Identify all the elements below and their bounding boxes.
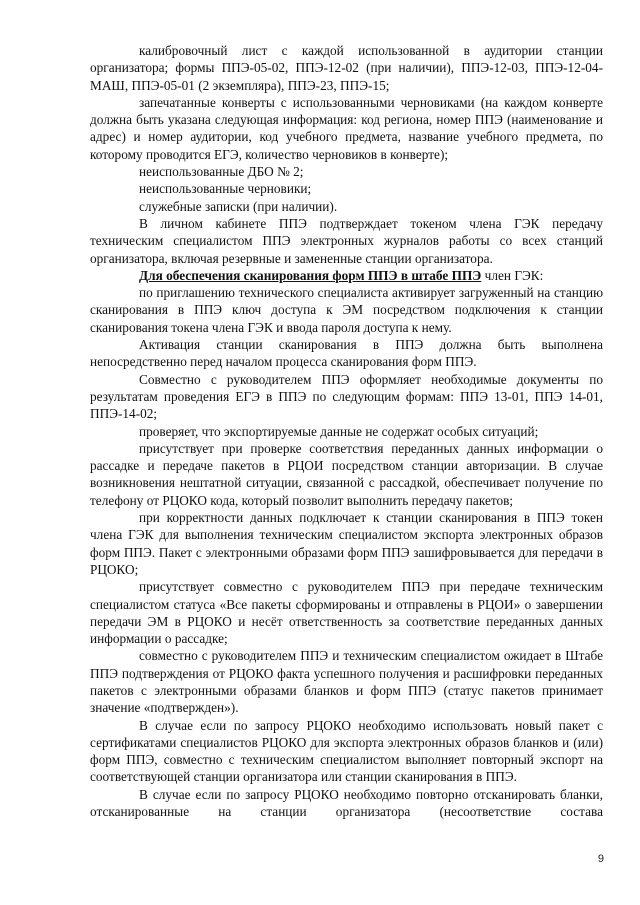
paragraph-token-export: при корректности данных подключает к станции сканирования в ППЭ токен члена ГЭК для выполнения техническим специалистом экспорта электронных образов форм ППЭ. Пакет с электронными образами форм ППЭ зашифровывается для передачи в РЦОКО; (90, 510, 603, 577)
paragraph-scanning-heading (90, 267, 603, 284)
paragraph-check-export: проверяет, что экспортируемые данные не содержат особых ситуаций; (139, 423, 539, 439)
paragraph-documents: Совместно с руководителем ППЭ оформляет необходимые документы по результатам проведения ЕГЭ в ППЭ по следующим формам: ППЭ 13-01, ППЭ 14-01, ППЭ-14-02; (90, 371, 603, 422)
paragraph-new-package: В случае если по запросу РЦОКО необходимо использовать новый пакет с сертификатами специалистов РЦОКО для экспорта электронных образов бланков и (или) форм ППЭ, совместно с техническим специалистом выполняет повторный экспорт на соответствующей станции организатора или станции сканирования в ППЭ. (90, 717, 603, 785)
paragraph-calibration-sheet: калибровочный лист с каждой использованной в аудитории станции организатора; формы ППЭ-05-02, ППЭ-12-02 (при наличии), ППЭ-12-03, ППЭ-12-04-МАШ, ППЭ-05-01 (2 экземпляра), ППЭ-23, ППЭ-15; (90, 43, 603, 93)
paragraph-personal-cabinet: В личном кабинете ППЭ подтверждает токеном члена ГЭК передачу техническим специалистом ППЭ электронных журналов работы со всех станций организатора, включая резервные и замененные станции организатора. (90, 215, 603, 266)
page-number: 9 (597, 853, 604, 865)
section-heading-rest: член ГЭК: (481, 267, 544, 283)
paragraph-activate-key: по приглашению технического специалиста активирует загруженный на станцию сканирования в ППЭ ключ доступа к ЭМ посредством подключения к станции сканирования токена члена ГЭК и ввода пароля доступа к нему. (90, 285, 603, 335)
paragraph-await-confirmation: совместно с руководителем ППЭ и техническим специалистом ожидает в Штабе ППЭ подтверждения от РЦОКО факта успешного получения и расшифровки переданных пакетов с электронными образами бланков и форм ППЭ (статус пакетов принимает значение «подтвержден»). (90, 648, 603, 716)
paragraph-status-transfer: присутствует совместно с руководителем ППЭ при передаче техническим специалистом статуса «Все пакеты сформированы и отправлены в РЦОИ» о завершении передачи ЭМ в РЦОКО и несёт ответственность за соответствие переданных данных информации о рассадке; (90, 579, 603, 647)
document-body (90, 42, 603, 820)
paragraph-unused-drafts: неиспользованные черновики; (139, 181, 312, 197)
paragraph-sealed-envelopes: запечатанные конверты с использованными черновиками (на каждом конверте должна быть указана следующая информация: код региона, номер ППЭ (наименование и адрес) и номер аудитории, код учебного предмета, название учебного предмета, по которому проводится ЕГЭ, количество черновиков в конверте); (90, 94, 603, 162)
paragraph-activation-timing: Активация станции сканирования в ППЭ должна быть выполнена непосредственно перед началом процесса сканирования форм ППЭ. (90, 337, 603, 370)
paragraph-verify-seating: присутствует при проверке соответствия переданных данных информации о рассадке и передаче пакетов в РЦОИ посредством станции авторизации. В случае возникновения нештатной ситуации, связанной с рассадкой, обеспечивает получение по телефону от РЦОКО кода, который позволит выполнить передачу пакетов; (90, 440, 603, 508)
paragraph-unused-dbo: неиспользованные ДБО № 2; (139, 164, 304, 180)
paragraph-rescan: В случае если по запросу РЦОКО необходимо повторно отсканировать бланки, отсканированные на станции организатора (несоответствие состава (90, 786, 603, 820)
paragraph-service-notes: служебные записки (при наличии). (139, 198, 338, 214)
section-heading: Для обеспечения сканирования форм ППЭ в штабе ППЭ (139, 267, 482, 283)
